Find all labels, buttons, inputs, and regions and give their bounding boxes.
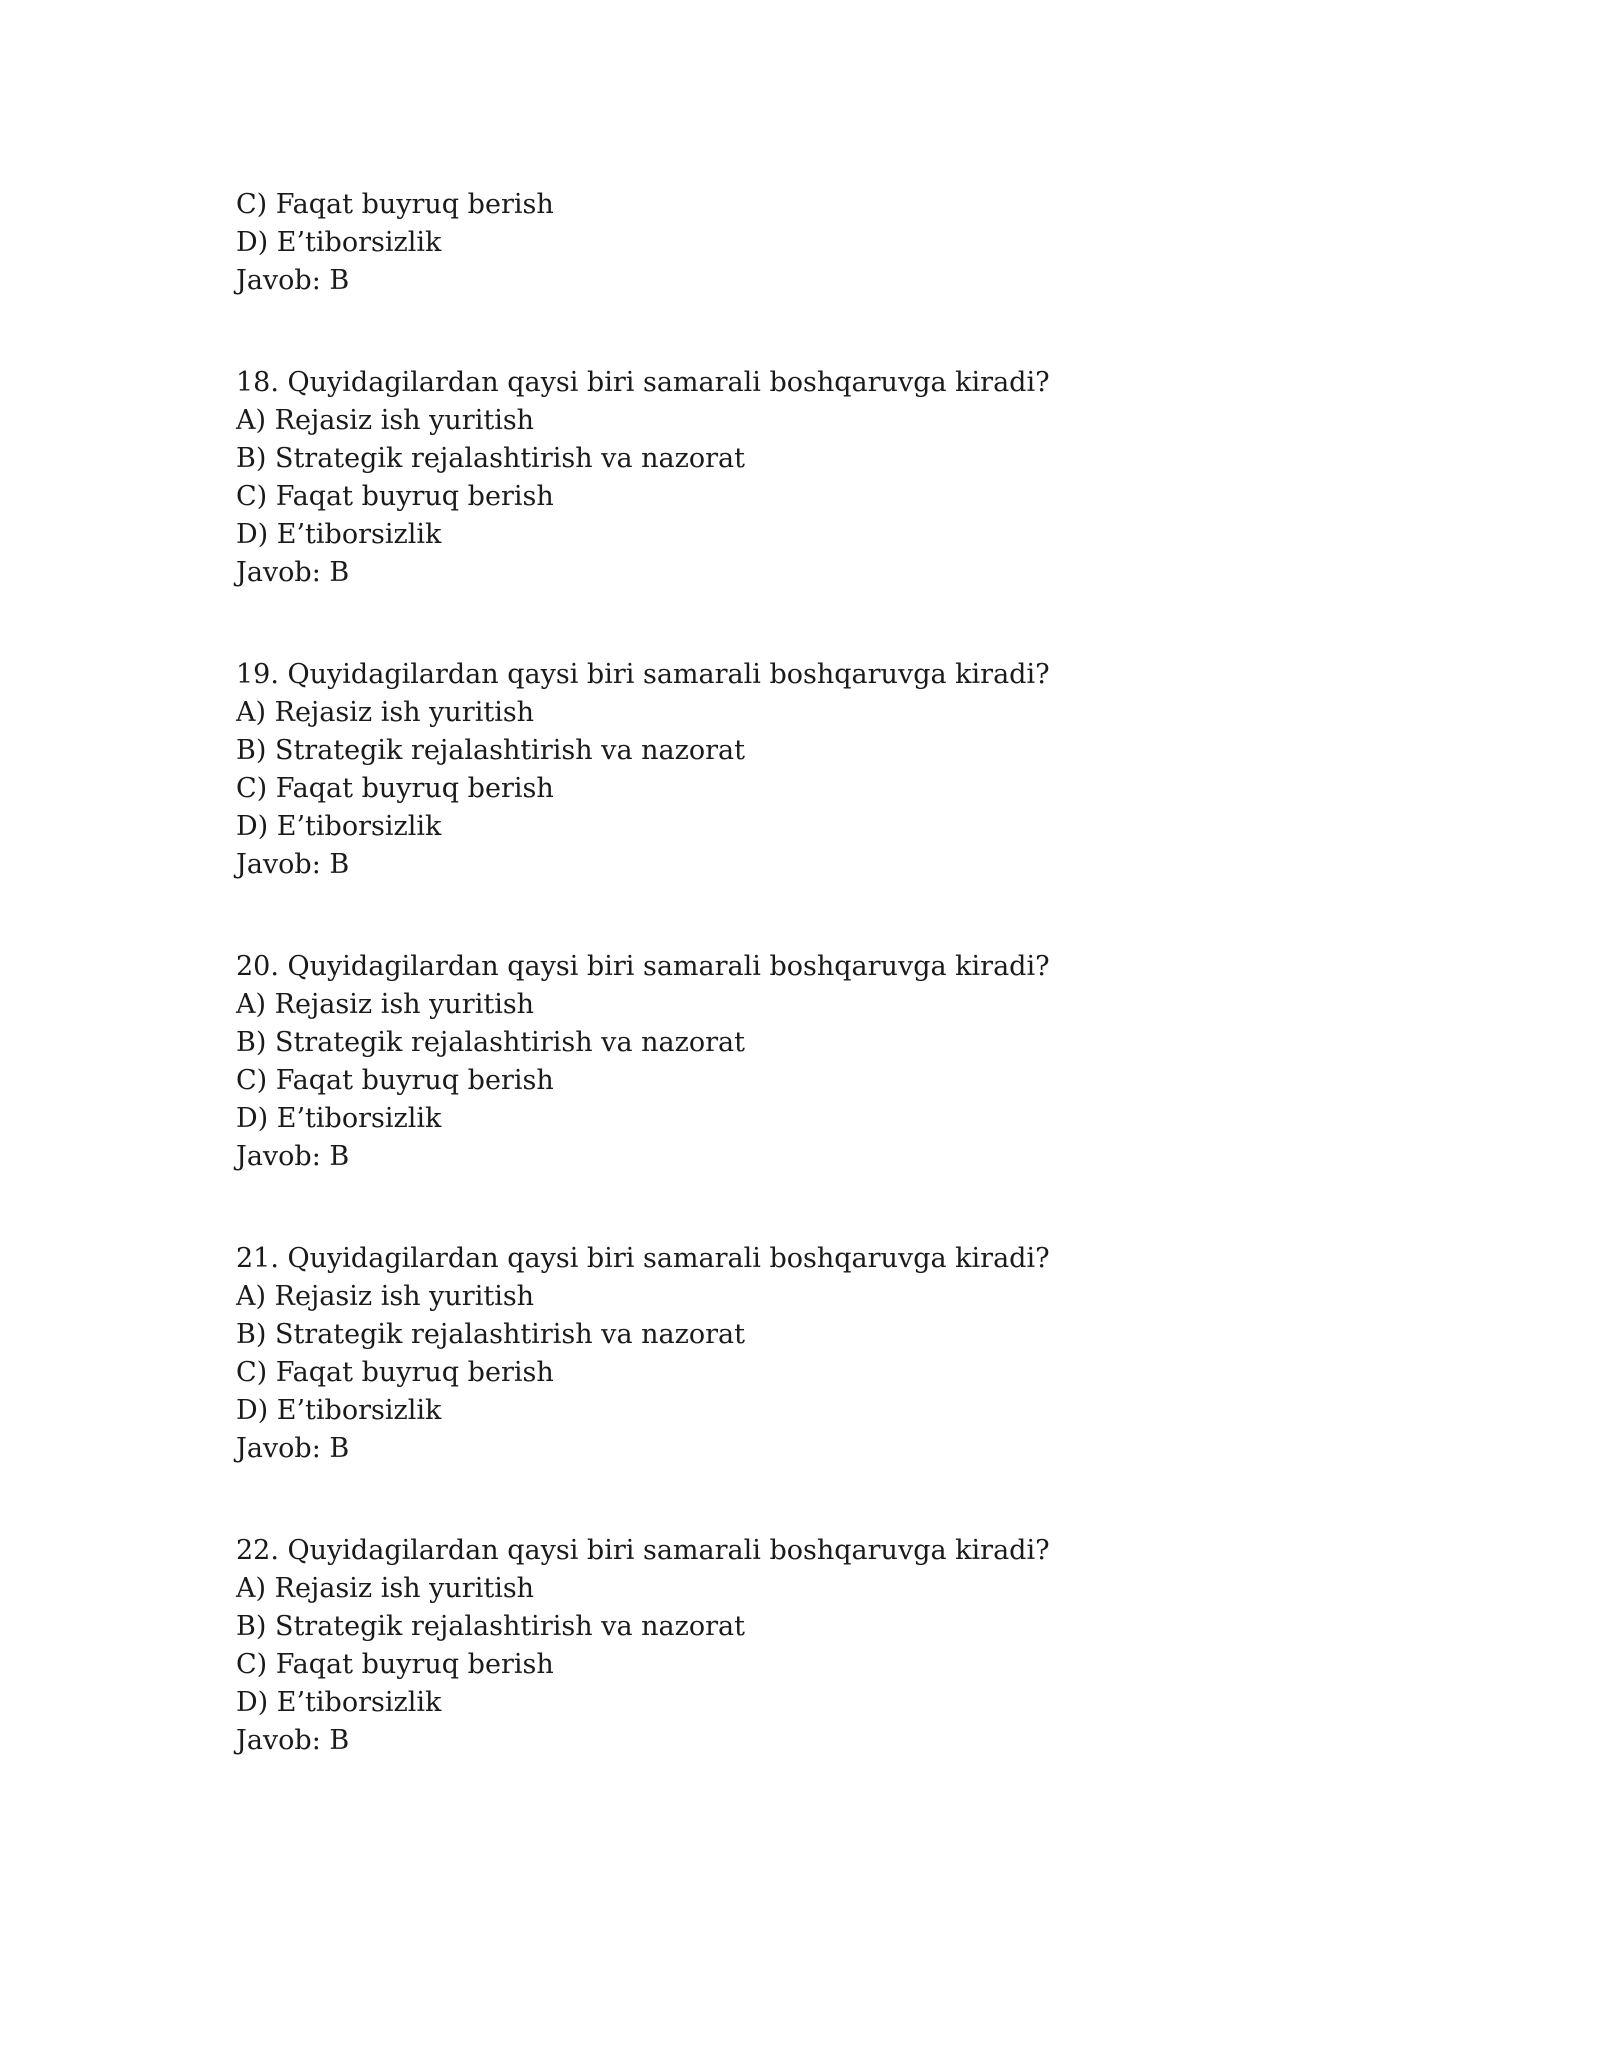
option-b: B) Strategik rejalashtirish va nazorat <box>236 735 745 766</box>
question-block-22 <box>236 1532 1436 1760</box>
option-c: C) Faqat buyruq berish <box>236 1065 554 1096</box>
question-block-19 <box>236 656 1436 884</box>
option-d: D) E’tiborsizlik <box>236 1103 442 1134</box>
option-c: C) Faqat buyruq berish <box>236 481 554 512</box>
question-block-20 <box>236 948 1436 1176</box>
page-content <box>236 186 1436 1760</box>
option-c: C) Faqat buyruq berish <box>236 189 554 220</box>
question-fragment <box>236 186 1436 300</box>
option-a: A) Rejasiz ish yuritish <box>236 989 535 1020</box>
option-d: D) E’tiborsizlik <box>236 1395 442 1426</box>
question-block-21 <box>236 1240 1436 1468</box>
option-c: C) Faqat buyruq berish <box>236 1649 554 1680</box>
option-d: D) E’tiborsizlik <box>236 811 442 842</box>
option-d: D) E’tiborsizlik <box>236 227 442 258</box>
option-a: A) Rejasiz ish yuritish <box>236 697 535 728</box>
option-d: D) E’tiborsizlik <box>236 1687 442 1718</box>
option-c: C) Faqat buyruq berish <box>236 773 554 804</box>
question-text: 19. Quyidagilardan qaysi biri samarali boshqaruvga kiradi? <box>236 659 1050 690</box>
question-text: 18. Quyidagilardan qaysi biri samarali boshqaruvga kiradi? <box>236 367 1050 398</box>
question-text: 21. Quyidagilardan qaysi biri samarali boshqaruvga kiradi? <box>236 1243 1050 1274</box>
option-b: B) Strategik rejalashtirish va nazorat <box>236 1319 745 1350</box>
option-a: A) Rejasiz ish yuritish <box>236 405 535 436</box>
option-c: C) Faqat buyruq berish <box>236 1357 554 1388</box>
answer: Javob: B <box>236 1141 350 1172</box>
answer: Javob: B <box>236 1433 350 1464</box>
answer: Javob: B <box>236 265 350 296</box>
answer: Javob: B <box>236 557 350 588</box>
option-d: D) E’tiborsizlik <box>236 519 442 550</box>
option-a: A) Rejasiz ish yuritish <box>236 1573 535 1604</box>
option-b: B) Strategik rejalashtirish va nazorat <box>236 1027 745 1058</box>
question-text: 22. Quyidagilardan qaysi biri samarali boshqaruvga kiradi? <box>236 1535 1050 1566</box>
option-a: A) Rejasiz ish yuritish <box>236 1281 535 1312</box>
option-b: B) Strategik rejalashtirish va nazorat <box>236 443 745 474</box>
answer: Javob: B <box>236 849 350 880</box>
answer: Javob: B <box>236 1725 350 1756</box>
question-block-18 <box>236 364 1436 592</box>
option-b: B) Strategik rejalashtirish va nazorat <box>236 1611 745 1642</box>
question-text: 20. Quyidagilardan qaysi biri samarali boshqaruvga kiradi? <box>236 951 1050 982</box>
